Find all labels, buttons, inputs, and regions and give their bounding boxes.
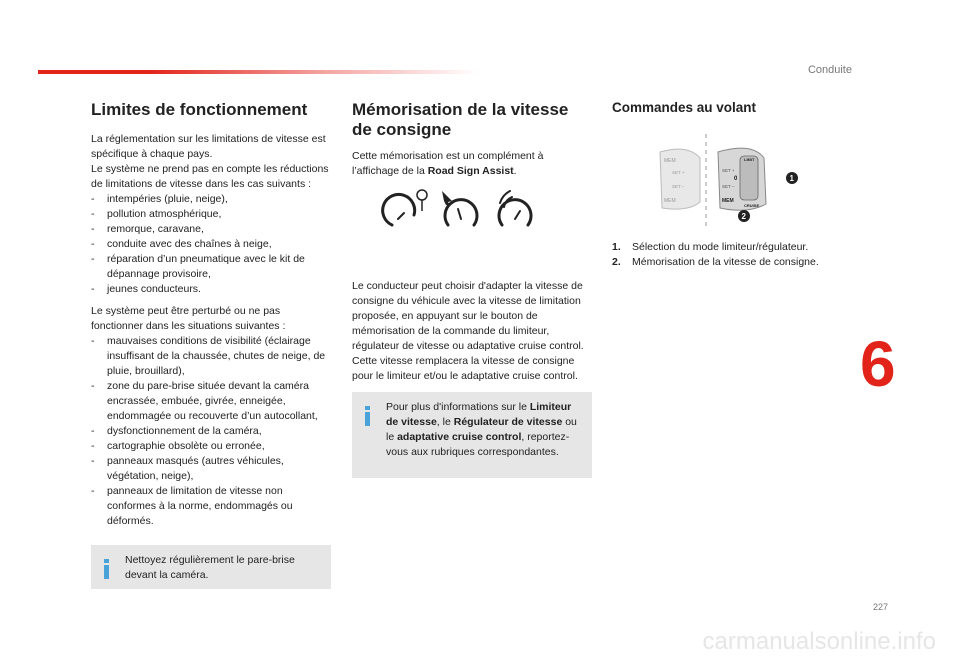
speedometer-icons (352, 179, 592, 269)
svg-text:2: 2 (741, 212, 746, 221)
list-item: - jeunes conducteurs. (91, 282, 201, 295)
stalk-label: MEM (664, 158, 676, 164)
stalk-label: SET + (672, 170, 685, 175)
svg-text:1: 1 (789, 174, 794, 183)
speedometer-icon (499, 191, 531, 225)
stalk-label: CRUISE (744, 203, 760, 208)
speedometer-icon (383, 195, 415, 226)
memo-section (352, 100, 592, 384)
list-item: - panneaux masqués (autres véhicules, végétation, neige), (91, 454, 284, 482)
list-item: - zone du pare-brise située devant la caméra encrassée, embuée, givrée, enneigée, endommagée ou recouverte d’un autocollant, (91, 379, 318, 422)
list-item: - mauvaises conditions de visibilité (éclairage insuffisant de la chaussée, chutes de neige, de pluie, brouillard), (91, 334, 326, 377)
limits-info-text: Nettoyez régulièrement le pare-brise devant la caméra. (125, 554, 295, 581)
memo-intro: Cette mémorisation est un complément à l’affichage de la Road Sign Assist. (352, 150, 544, 178)
list-item: - dysfonctionnement de la caméra, (91, 424, 262, 437)
limits-info-box (91, 545, 331, 589)
list-item: - pollution atmosphérique, (91, 207, 222, 220)
header-accent-bar (38, 70, 478, 74)
limits-title: Limites de fonctionnement (91, 100, 308, 119)
info-icon (364, 406, 371, 426)
page-number: 227 (872, 602, 888, 612)
limits-p1: La réglementation sur les limitations de vitesse est spécifique à chaque pays. (91, 132, 326, 160)
memo-title: Mémorisation de la vitesse de consigne (352, 100, 569, 139)
callout-1 (786, 172, 798, 184)
memo-info-text: Pour plus d'informations sur le Limiteur de vitesse, le Régulateur de vitesse ou le adaptative cruise control, reportez-vous aux rubriques correspondantes. (386, 401, 577, 458)
stalk-label: MEM (664, 198, 676, 204)
limits-p2: Le système ne prend pas en compte les réductions de limitations de vitesse dans les cas suivants : (91, 162, 329, 190)
footer-watermark: carmanualsonline.info (702, 628, 936, 655)
list-item: - panneaux de limitation de vitesse non conformes à la norme, endommagés ou déformés. (91, 484, 293, 527)
mode-wheel (740, 156, 758, 200)
list-item: - intempéries (pluie, neige), (91, 192, 228, 205)
list-item: - réparation d’un pneumatique avec le kit de dépannage provisoire, (91, 252, 305, 280)
info-icon (103, 559, 110, 579)
callout-2 (738, 210, 750, 222)
memo-info-box (352, 392, 592, 478)
list-item: - conduite avec des chaînes à neige, (91, 237, 272, 250)
memo-p2: Le conducteur peut choisir d'adapter la vitesse de consigne du véhicule avec la vitesse de limitation proposée, en appuyant sur le bouton de mémorisation de la commande du limiteur, régulateur de vitesse ou adaptative cruise control. (352, 280, 584, 353)
limits-p3: Le système peut être perturbé ou ne pas fonctionner dans les situations suivantes : (91, 304, 286, 332)
stalk-label: MEM (722, 198, 734, 204)
controls-title: Commandes au volant (612, 100, 757, 115)
list-item: - cartographie obsolète ou erronée, (91, 439, 265, 452)
stalk-label: 0 (734, 176, 738, 182)
limits-section (91, 100, 331, 529)
limits-list1 (91, 192, 331, 297)
stalk-label: SET – (722, 184, 735, 189)
controls-legend (612, 240, 852, 270)
stalk-label: SET + (722, 168, 735, 173)
limits-list2 (91, 334, 331, 529)
stalk-label: LIMIT (744, 157, 755, 162)
controls-section (612, 100, 852, 115)
left-stalk (660, 149, 700, 209)
speedometer-icon (445, 200, 477, 225)
list-item: - remorque, caravane, (91, 222, 204, 235)
list-item: 2. Mémorisation de la vitesse de consigne. (612, 256, 819, 268)
header-title: Conduite (807, 64, 852, 76)
stalk-label: SET – (672, 184, 685, 189)
steering-controls-diagram (640, 130, 820, 230)
memo-p3: Cette vitesse remplacera la vitesse de consigne pour le limiteur et/ou le adaptative cruise control. (352, 355, 578, 383)
right-stalk (718, 148, 766, 210)
chapter-number: 6 (860, 328, 896, 400)
list-item: 1. Sélection du mode limiteur/régulateur. (612, 241, 809, 253)
pin-icon (417, 190, 427, 211)
